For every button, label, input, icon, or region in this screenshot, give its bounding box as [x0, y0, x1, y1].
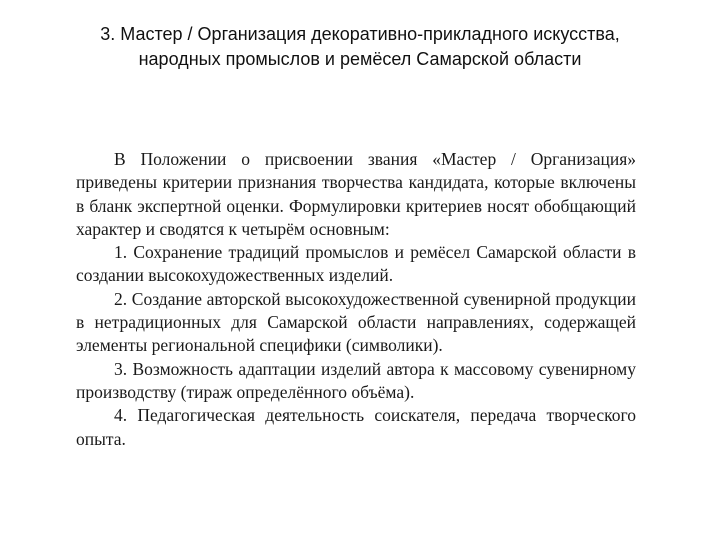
- slide-body: [76, 148, 636, 451]
- slide-title-line-2: народных промыслов и ремёсел Самарской области: [138, 49, 582, 69]
- criterion-1-paragraph: 1. Сохранение традиций промыслов и ремёсел Самарской области в создании высокохудожественных изделий.: [76, 242, 636, 286]
- criterion-3-paragraph: 3. Возможность адаптации изделий автора к массовому сувенирному производству (тираж определённого объёма).: [76, 358, 636, 402]
- slide-title: [60, 22, 660, 72]
- criterion-2-paragraph: 2. Создание авторской высокохудожественной сувенирной продукции в нетрадиционных для Самарской области направлениях, содержащей элементы региональной специфики (символики).: [76, 288, 636, 356]
- intro-paragraph: В Положении о присвоении звания «Мастер / Организация» приведены критерии признания творчества кандидата, которые включены в бланк экспертной оценки. Формулировки критериев носят обобщающий характер и сводятся к четырём основным:: [76, 149, 636, 239]
- slide-title-line-1: 3. Мастер / Организация декоративно-прикладного искусства,: [100, 24, 620, 44]
- criterion-4-paragraph: 4. Педагогическая деятельность соискателя, передача творческого опыта.: [76, 405, 636, 449]
